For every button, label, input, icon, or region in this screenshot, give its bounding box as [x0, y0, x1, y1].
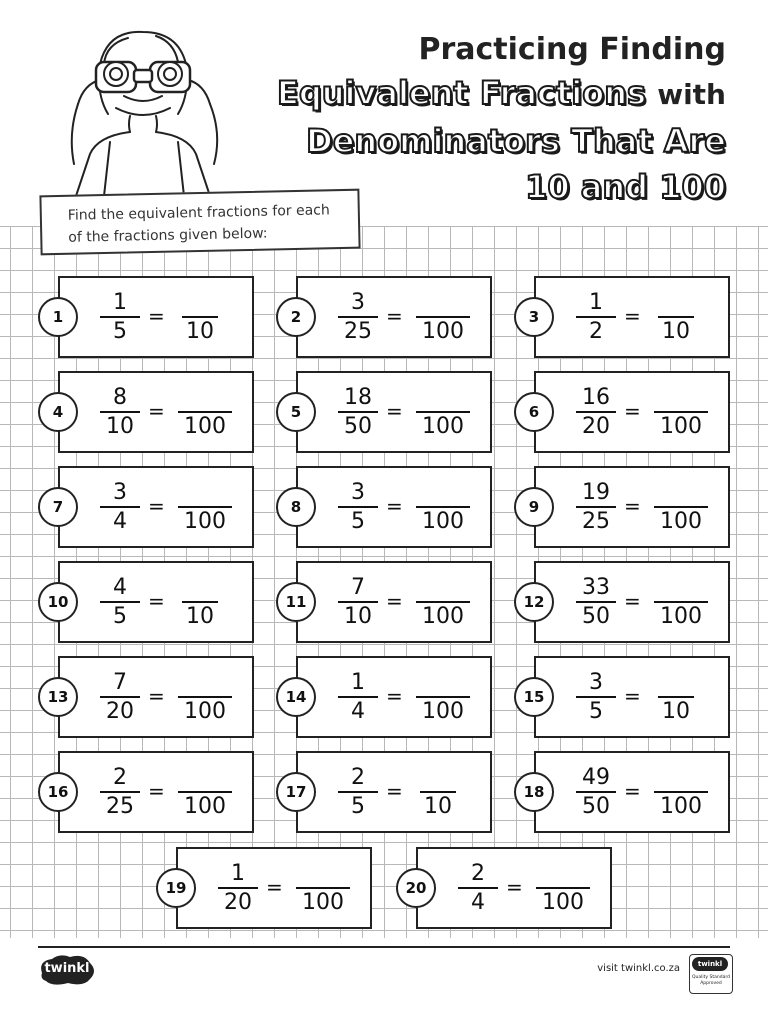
fraction-numerator: 1 — [351, 670, 365, 695]
fraction-denominator: 4 — [113, 509, 127, 534]
fraction-numerator: 2 — [471, 861, 485, 886]
target-denominator: 100 — [542, 890, 584, 915]
equals-sign: = — [386, 494, 403, 518]
given-fraction — [576, 480, 616, 536]
target-denominator: 100 — [184, 699, 226, 724]
answer-fraction — [178, 765, 232, 821]
fraction-numerator: 1 — [113, 290, 127, 315]
target-denominator: 100 — [422, 699, 464, 724]
equals-sign: = — [386, 589, 403, 613]
fraction-numerator: 49 — [582, 765, 610, 790]
quality-badge — [689, 954, 733, 994]
instruction-line-1: Find the equivalent fractions for each — [67, 202, 330, 224]
twinkl-logo-text: twinkl — [44, 961, 90, 976]
fraction-denominator: 5 — [351, 794, 365, 819]
problem-number: 16 — [38, 772, 78, 812]
given-fraction — [576, 575, 616, 631]
answer-fraction — [416, 385, 470, 441]
problem-number: 7 — [38, 487, 78, 527]
fraction-denominator: 25 — [106, 794, 134, 819]
problem-card — [47, 656, 254, 738]
fraction-numerator: 18 — [344, 385, 372, 410]
fraction-denominator: 5 — [351, 509, 365, 534]
problem-card — [47, 561, 254, 643]
fraction-denominator: 50 — [344, 414, 372, 439]
target-denominator: 100 — [184, 414, 226, 439]
fraction-denominator: 10 — [106, 414, 134, 439]
problem-number: 9 — [514, 487, 554, 527]
problem-card — [523, 656, 730, 738]
equals-sign: = — [148, 304, 165, 328]
equals-sign: = — [386, 779, 403, 803]
target-denominator: 10 — [662, 319, 690, 344]
given-fraction — [576, 385, 616, 441]
fraction-denominator: 25 — [344, 319, 372, 344]
problem-number: 4 — [38, 392, 78, 432]
fraction-numerator: 16 — [582, 385, 610, 410]
problem-card — [47, 751, 254, 833]
fraction-numerator: 7 — [113, 670, 127, 695]
answer-fraction — [654, 480, 708, 536]
target-denominator: 100 — [660, 509, 702, 534]
problem-number: 17 — [276, 772, 316, 812]
fraction-numerator: 3 — [113, 480, 127, 505]
problem-card — [285, 751, 492, 833]
problem-card — [528, 466, 730, 548]
equals-sign: = — [386, 684, 403, 708]
fraction-denominator: 20 — [224, 890, 252, 915]
fraction-numerator: 1 — [589, 290, 603, 315]
problem-card — [52, 466, 254, 548]
problem-card — [405, 847, 612, 929]
title-line-2 — [206, 70, 726, 118]
problem-card — [290, 276, 492, 358]
fraction-denominator: 10 — [344, 604, 372, 629]
problem-card — [523, 561, 730, 643]
fraction-denominator: 5 — [113, 604, 127, 629]
equals-sign: = — [148, 399, 165, 423]
instruction-box — [39, 189, 360, 256]
given-fraction — [338, 480, 378, 536]
title-line-2-plain: with — [657, 78, 726, 111]
equals-sign: = — [386, 304, 403, 328]
problem-number: 8 — [276, 487, 316, 527]
fraction-numerator: 33 — [582, 575, 610, 600]
problem-number: 18 — [514, 772, 554, 812]
fraction-denominator: 20 — [582, 414, 610, 439]
given-fraction — [338, 670, 378, 726]
problem-card — [165, 847, 372, 929]
problem-card — [528, 276, 730, 358]
equals-sign: = — [266, 875, 283, 899]
badge-line-1: Quality Standard — [692, 975, 730, 980]
target-denominator: 10 — [186, 604, 214, 629]
problem-card — [528, 371, 730, 453]
target-denominator: 100 — [422, 509, 464, 534]
problem-number: 6 — [514, 392, 554, 432]
problem-number: 19 — [156, 868, 196, 908]
problem-number: 14 — [276, 677, 316, 717]
equals-sign: = — [624, 399, 641, 423]
problem-number: 15 — [514, 677, 554, 717]
problem-number: 11 — [276, 582, 316, 622]
title-line-3: Denominators That Are — [306, 122, 726, 160]
answer-fraction — [420, 765, 456, 821]
given-fraction — [338, 385, 378, 441]
given-fraction — [338, 290, 378, 346]
fraction-numerator: 3 — [351, 290, 365, 315]
answer-fraction — [658, 670, 694, 726]
answer-fraction — [654, 575, 708, 631]
target-denominator: 100 — [302, 890, 344, 915]
fraction-numerator: 4 — [113, 575, 127, 600]
fraction-denominator: 5 — [113, 319, 127, 344]
answer-fraction — [658, 290, 694, 346]
problem-number: 13 — [38, 677, 78, 717]
target-denominator: 100 — [184, 509, 226, 534]
problem-number: 12 — [514, 582, 554, 622]
answer-fraction — [536, 861, 590, 917]
fraction-denominator: 20 — [106, 699, 134, 724]
answer-fraction — [182, 575, 218, 631]
target-denominator: 10 — [424, 794, 452, 819]
equals-sign: = — [624, 494, 641, 518]
given-fraction — [100, 670, 140, 726]
given-fraction — [338, 575, 378, 631]
fraction-denominator: 4 — [351, 699, 365, 724]
answer-fraction — [296, 861, 350, 917]
answer-fraction — [178, 670, 232, 726]
target-denominator: 100 — [660, 604, 702, 629]
instruction-line-2: of the fractions given below: — [68, 225, 268, 246]
fraction-denominator: 25 — [582, 509, 610, 534]
fraction-numerator: 2 — [351, 765, 365, 790]
visit-link[interactable]: visit twinkl.co.za — [597, 963, 680, 974]
badge-line-2: Approved — [700, 981, 722, 986]
equals-sign: = — [506, 875, 523, 899]
answer-fraction — [182, 290, 218, 346]
badge-brand: twinkl — [692, 957, 728, 971]
problem-card — [52, 371, 254, 453]
target-denominator: 100 — [184, 794, 226, 819]
equals-sign: = — [624, 589, 641, 613]
fraction-denominator: 5 — [589, 699, 603, 724]
given-fraction — [100, 765, 140, 821]
answer-fraction — [654, 385, 708, 441]
fraction-numerator: 19 — [582, 480, 610, 505]
problem-number: 10 — [38, 582, 78, 622]
equals-sign: = — [624, 684, 641, 708]
answer-fraction — [416, 670, 470, 726]
fraction-numerator: 1 — [231, 861, 245, 886]
problem-card — [285, 561, 492, 643]
problem-number: 5 — [276, 392, 316, 432]
given-fraction — [100, 385, 140, 441]
target-denominator: 10 — [662, 699, 690, 724]
target-denominator: 100 — [422, 604, 464, 629]
target-denominator: 100 — [660, 794, 702, 819]
fraction-denominator: 2 — [589, 319, 603, 344]
equals-sign: = — [624, 304, 641, 328]
target-denominator: 100 — [660, 414, 702, 439]
problem-card — [52, 276, 254, 358]
target-denominator: 10 — [186, 319, 214, 344]
equals-sign: = — [624, 779, 641, 803]
fraction-denominator: 50 — [582, 604, 610, 629]
equals-sign: = — [148, 589, 165, 613]
answer-fraction — [654, 765, 708, 821]
problem-card — [523, 751, 730, 833]
fraction-numerator: 3 — [589, 670, 603, 695]
twinkl-logo — [38, 953, 96, 987]
problem-number: 20 — [396, 868, 436, 908]
given-fraction — [100, 290, 140, 346]
given-fraction — [100, 480, 140, 536]
answer-fraction — [416, 290, 470, 346]
equals-sign: = — [148, 779, 165, 803]
given-fraction — [338, 765, 378, 821]
target-denominator: 100 — [422, 319, 464, 344]
badge-text — [690, 975, 732, 987]
fraction-numerator: 3 — [351, 480, 365, 505]
problem-card — [290, 371, 492, 453]
answer-fraction — [416, 575, 470, 631]
answer-fraction — [416, 480, 470, 536]
equals-sign: = — [386, 399, 403, 423]
given-fraction — [576, 765, 616, 821]
fraction-denominator: 50 — [582, 794, 610, 819]
title-line-1: Practicing Finding — [418, 32, 726, 67]
footer-divider — [38, 946, 730, 948]
fraction-numerator: 7 — [351, 575, 365, 600]
problem-number: 3 — [514, 297, 554, 337]
problem-number: 1 — [38, 297, 78, 337]
given-fraction — [100, 575, 140, 631]
given-fraction — [576, 290, 616, 346]
fraction-denominator: 4 — [471, 890, 485, 915]
given-fraction — [576, 670, 616, 726]
title-line-4: 10 and 100 — [525, 168, 726, 206]
title-line-2-outlined: Equivalent Fractions — [276, 74, 647, 112]
answer-fraction — [178, 385, 232, 441]
answer-fraction — [178, 480, 232, 536]
equals-sign: = — [148, 494, 165, 518]
problem-card — [285, 656, 492, 738]
target-denominator: 100 — [422, 414, 464, 439]
problem-card — [290, 466, 492, 548]
equals-sign: = — [148, 684, 165, 708]
fraction-numerator: 2 — [113, 765, 127, 790]
problem-number: 2 — [276, 297, 316, 337]
given-fraction — [458, 861, 498, 917]
given-fraction — [218, 861, 258, 917]
fraction-numerator: 8 — [113, 385, 127, 410]
worksheet-title — [206, 30, 726, 210]
